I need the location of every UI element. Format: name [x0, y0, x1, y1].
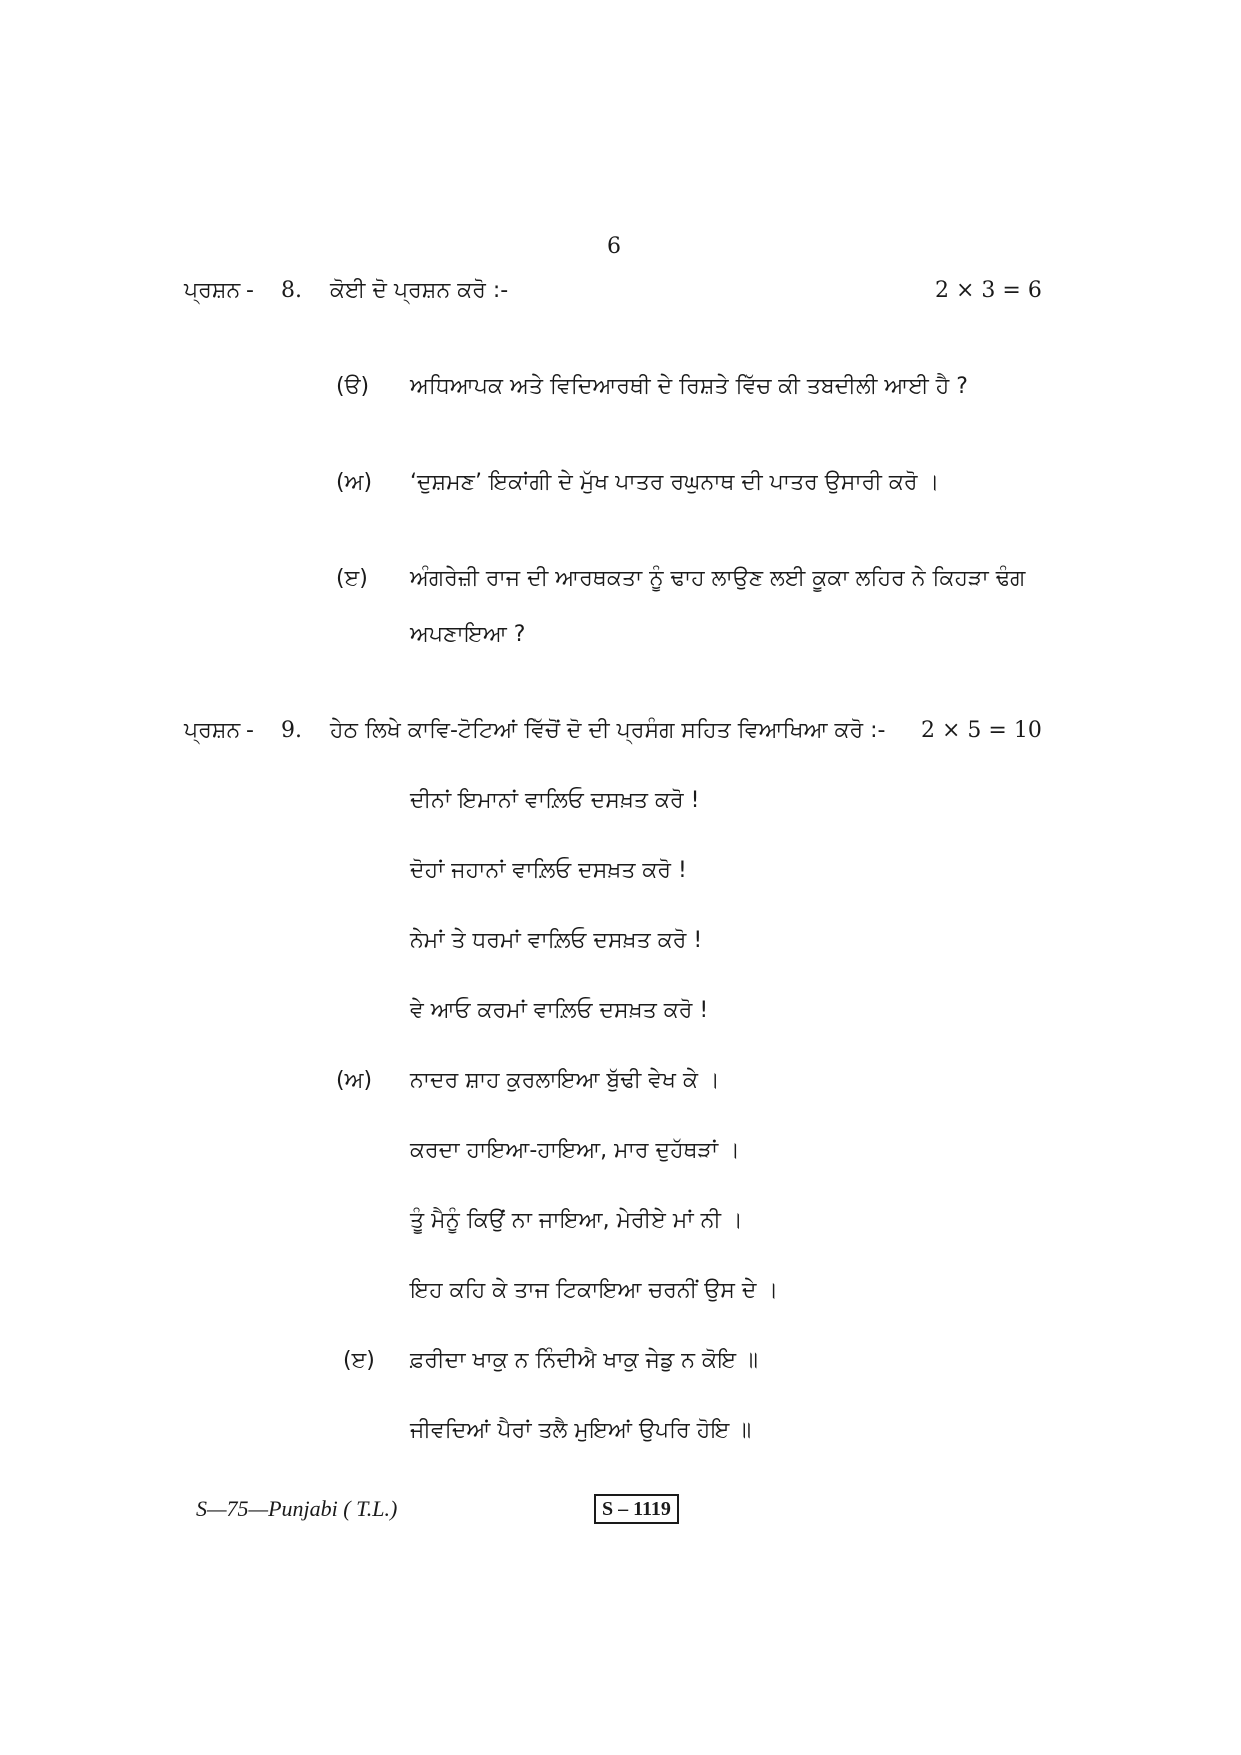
- stanza-line: ਕਰਦਾ ਹਾਇਆ-ਹਾਇਆ, ਮਾਰ ਦੁਹੱਥੜਾਂ ।: [410, 1138, 740, 1163]
- q8-dash: -: [246, 278, 254, 303]
- stanza-line: ਦੋਹਾਂ ਜਹਾਨਾਂ ਵਾਲ਼ਿਓ ਦਸਖ਼ਤ ਕਰੋ !: [410, 858, 687, 883]
- stanza-line: ਤੂੰ ਮੈਨੂੰ ਕਿਉਂ ਨਾ ਜਾਇਆ, ਮੇਰੀਏ ਮਾਂ ਨੀ ।: [410, 1208, 743, 1233]
- stanza-line: ਜੀਵਦਿਆਂ ਪੈਰਾਂ ਤਲੈ ਮੁਇਆਂ ਉਪਰਿ ਹੋਇ ॥: [410, 1418, 752, 1443]
- stanza-line: ਫ਼ਰੀਦਾ ਖਾਕੁ ਨ ਨਿੰਦੀਐ ਖਾਕੁ ਜੇਡੁ ਨ ਕੋਇ ॥: [410, 1348, 758, 1373]
- q8-item-c-text-line2: ਅਪਣਾਇਆ ?: [410, 622, 526, 647]
- footer-series-box: S – 1119: [594, 1494, 679, 1524]
- stanza-line: ਇਹ ਕਹਿ ਕੇ ਤਾਜ ਟਿਕਾਇਆ ਚਰਨੀਂ ਉਸ ਦੇ ।: [410, 1278, 779, 1303]
- q8-item-c-text-line1: ਅੰਗਰੇਜ਼ੀ ਰਾਜ ਦੀ ਆਰਥਕਤਾ ਨੂੰ ਢਾਹ ਲਾਉਣ ਲਈ ਕੂਕਾ ਲਹਿਰ ਨੇ ਕਿਹੜਾ ਢੰਗ: [410, 566, 1026, 591]
- q9-item-c-marker: (ੲ): [343, 1348, 375, 1373]
- q9-instruction: ਹੇਠ ਲਿਖੇ ਕਾਵਿ-ਟੋਟਿਆਂ ਵਿੱਚੋਂ ਦੋ ਦੀ ਪ੍ਰਸੰਗ ਸਹਿਤ ਵਿਆਖਿਆ ਕਰੋ :-: [330, 718, 886, 743]
- q8-marks: 2 × 3 = 6: [935, 278, 1042, 303]
- q8-item-a-text: ਅਧਿਆਪਕ ਅਤੇ ਵਿਦਿਆਰਥੀ ਦੇ ਰਿਸ਼ਤੇ ਵਿੱਚ ਕੀ ਤਬਦੀਲੀ ਆਈ ਹੈ ?: [410, 374, 968, 399]
- q8-label: ਪ੍ਰਸ਼ਨ: [184, 278, 241, 303]
- q8-instruction: ਕੋਈ ਦੋ ਪ੍ਰਸ਼ਨ ਕਰੋ :-: [330, 278, 509, 303]
- q8-number: 8.: [281, 278, 302, 303]
- q9-dash: -: [246, 718, 254, 743]
- q8-item-b-text: ‘ਦੁਸ਼ਮਣ’ ਇਕਾਂਗੀ ਦੇ ਮੁੱਖ ਪਾਤਰ ਰਘੁਨਾਥ ਦੀ ਪਾਤਰ ਉਸਾਰੀ ਕਰੋ ।: [410, 470, 940, 495]
- stanza-line: ਨੇਮਾਂ ਤੇ ਧਰਮਾਂ ਵਾਲ਼ਿਓ ਦਸਖ਼ਤ ਕਰੋ !: [410, 928, 703, 953]
- q8-item-b-marker: (ਅ): [336, 470, 373, 495]
- q9-item-b-marker: (ਅ): [336, 1068, 373, 1093]
- stanza-line: ਵੇ ਆਓ ਕਰਮਾਂ ਵਾਲ਼ਿਓ ਦਸਖ਼ਤ ਕਰੋ !: [410, 998, 709, 1023]
- stanza-line: ਨਾਦਰ ਸ਼ਾਹ ਕੁਰਲਾਇਆ ਬੁੱਢੀ ਵੇਖ ਕੇ ।: [410, 1068, 720, 1093]
- q9-marks: 2 × 5 = 10: [921, 718, 1042, 743]
- stanza-line: ਦੀਨਾਂ ਇਮਾਨਾਂ ਵਾਲ਼ਿਓ ਦਸਖ਼ਤ ਕਰੋ !: [410, 788, 700, 813]
- q8-item-a-marker: (ੳ): [336, 374, 370, 399]
- q8-item-c-marker: (ੲ): [336, 566, 368, 591]
- footer-paper-code: S—75—Punjabi ( T.L.): [196, 1496, 398, 1521]
- q9-number: 9.: [281, 718, 302, 743]
- q9-label: ਪ੍ਰਸ਼ਨ: [184, 718, 241, 743]
- page-number: 6: [607, 234, 621, 259]
